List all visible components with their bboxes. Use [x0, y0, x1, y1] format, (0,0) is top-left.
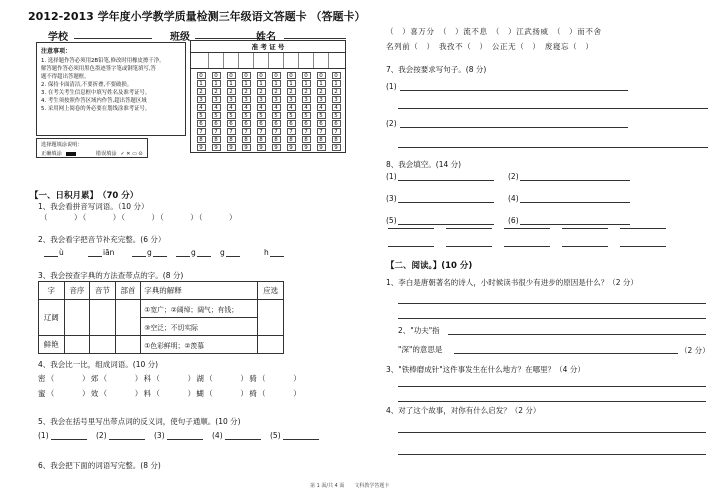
- sentence-line[interactable]: [398, 108, 708, 109]
- fill-line[interactable]: [504, 228, 550, 229]
- digit-bubble[interactable]: 6: [272, 120, 281, 127]
- digit-column: [255, 72, 267, 152]
- digit-column: [195, 72, 207, 152]
- digit-column: [210, 72, 222, 152]
- class-label: 班级: [170, 32, 190, 43]
- digit-bubble[interactable]: 6: [212, 120, 221, 127]
- fill-line[interactable]: [520, 202, 630, 203]
- page-footer: 第 1 面/共 4 面 文科教学答题卡: [310, 483, 390, 489]
- syllable-item: [176, 248, 211, 257]
- table-cell-input[interactable]: [90, 336, 116, 354]
- digit-bubble[interactable]: 7: [272, 128, 281, 135]
- name-field[interactable]: [284, 38, 346, 39]
- syllable-item: [132, 248, 167, 257]
- q2-label: 2、我会看字把音节补充完整。(6 分）: [38, 235, 166, 244]
- reading-q2b: "深"的意思是: [398, 345, 443, 354]
- digit-bubble[interactable]: 2: [197, 88, 206, 95]
- digit-bubble[interactable]: 4: [332, 104, 341, 111]
- digit-bubble[interactable]: 7: [257, 128, 266, 135]
- digit-bubble[interactable]: 6: [197, 120, 206, 127]
- digit-bubble[interactable]: 3: [212, 96, 221, 103]
- fill-line[interactable]: [388, 246, 434, 247]
- syllable-blank[interactable]: [153, 256, 167, 257]
- digit-bubble[interactable]: 2: [242, 88, 251, 95]
- fill-line[interactable]: [398, 180, 494, 181]
- digit-bubble[interactable]: 4: [302, 104, 311, 111]
- digit-bubble[interactable]: 4: [197, 104, 206, 111]
- syllable-blank[interactable]: [226, 256, 240, 257]
- reading-q1-line1[interactable]: [398, 303, 706, 304]
- q4-row1[interactable]: 密（ ）郊（ ）科（ ）湖（ ）骑（ ）: [38, 374, 302, 383]
- q5-answers: [38, 431, 338, 443]
- notice-line: 2. 保持卡面清洁,不要折叠,不要破损。: [41, 82, 133, 88]
- digit-bubble[interactable]: 0: [197, 72, 206, 79]
- syllable-blank[interactable]: [88, 256, 102, 257]
- table-row: [39, 336, 284, 354]
- notice-line: 5. 采用网上阅卷的务必要在划线涂准考证号。: [41, 106, 151, 112]
- grid-divider: [328, 53, 329, 68]
- digit-bubble[interactable]: 3: [272, 96, 281, 103]
- syllable-text: g: [191, 248, 196, 257]
- school-label: 学校: [48, 32, 68, 43]
- section2-title: 【二、阅读。】(10 分): [386, 261, 473, 271]
- digit-bubble[interactable]: 6: [242, 120, 251, 127]
- digit-bubble[interactable]: 8: [302, 136, 311, 143]
- page-title: 2012-2013 学年度小学教学质量检测三年级语文答题卡 （答题卡）: [28, 10, 366, 23]
- digit-bubble[interactable]: 0: [332, 72, 341, 79]
- table-cell-word: 辽阔: [39, 300, 65, 336]
- digit-bubble[interactable]: 8: [212, 136, 221, 143]
- digit-bubble[interactable]: 5: [272, 112, 281, 119]
- reading-q3: 3、"铁棒磨成针"这件事发生在什么地方？在哪里？（4 分）: [386, 365, 585, 374]
- table-cell-input[interactable]: [258, 336, 284, 354]
- fill-line[interactable]: [388, 228, 434, 229]
- idioms-row1[interactable]: （ ）喜万分 （ ）流不息 （ ）江武扬威 （ ）而不舍: [386, 27, 602, 36]
- digit-bubble[interactable]: 2: [317, 88, 326, 95]
- q1-label: 1、我会看拼音写词语。（10 分）: [38, 202, 149, 211]
- digit-bubble[interactable]: 1: [227, 80, 236, 87]
- fill-line[interactable]: [562, 228, 608, 229]
- digit-bubble[interactable]: 7: [227, 128, 236, 135]
- q1-brackets[interactable]: （ ）（ ）（ ）（ ）（ ）: [40, 213, 238, 222]
- table-cell-def: ①色彩鲜明；②羡慕: [141, 336, 258, 354]
- digit-bubble[interactable]: 3: [227, 96, 236, 103]
- grid-divider: [238, 53, 239, 68]
- q8-label: 8、我会填空。(14 分): [386, 160, 462, 169]
- digit-bubble[interactable]: 8: [197, 136, 206, 143]
- fill-number: (2): [508, 172, 519, 181]
- answer-item: [270, 431, 319, 440]
- syllable-blank[interactable]: [176, 256, 190, 257]
- fill-wrong-marks: ✓ ✕ ▭ ⊙: [120, 150, 143, 157]
- answer-number: (1): [38, 431, 49, 440]
- digit-bubble[interactable]: 6: [317, 120, 326, 127]
- digit-bubble[interactable]: 4: [257, 104, 266, 111]
- digit-bubble[interactable]: 7: [332, 128, 341, 135]
- syllable-text: h: [264, 248, 269, 257]
- digit-bubble[interactable]: 4: [227, 104, 236, 111]
- fill-line[interactable]: [520, 224, 630, 225]
- fill-line[interactable]: [398, 224, 494, 225]
- answer-number: (2): [96, 431, 107, 440]
- fill-line[interactable]: [562, 246, 608, 247]
- fill-number: (1): [386, 172, 397, 181]
- grid-divider: [268, 53, 269, 68]
- digit-bubble[interactable]: 6: [227, 120, 236, 127]
- answer-blank[interactable]: [109, 439, 145, 440]
- table-cell-def: ③空泛；不切实际: [141, 318, 258, 336]
- digit-bubble[interactable]: 1: [287, 80, 296, 87]
- digit-bubble[interactable]: 1: [317, 80, 326, 87]
- syllable-blank[interactable]: [132, 256, 146, 257]
- sentence-number: (1): [386, 82, 397, 91]
- answer-item: [96, 431, 145, 440]
- digit-bubble[interactable]: 1: [332, 80, 341, 87]
- table-header-cell: 字典的解释: [141, 282, 258, 300]
- digit-bubble[interactable]: 3: [197, 96, 206, 103]
- syllable-text: ù: [59, 248, 64, 257]
- reading-q4-line1[interactable]: [398, 432, 706, 433]
- answer-item: [212, 431, 261, 440]
- syllable-item: [264, 248, 284, 257]
- syllable-blank[interactable]: [197, 256, 211, 257]
- digit-bubble[interactable]: 7: [317, 128, 326, 135]
- digit-bubble[interactable]: 9: [242, 144, 251, 151]
- digit-bubble[interactable]: 2: [257, 88, 266, 95]
- notice-lines: [41, 57, 181, 113]
- notice-line: 题不得超出答题框。: [41, 74, 90, 80]
- syllable-blank[interactable]: [44, 256, 58, 257]
- grid-divider: [283, 53, 284, 68]
- table-cell-def: ①宽广；②阔绰；阔气；有钱；: [141, 300, 258, 318]
- q7-label: 7、我会按要求写句子。(8 分): [386, 65, 487, 74]
- answer-item: [154, 431, 203, 440]
- fill-correct-label: 正确填涂: [41, 151, 62, 157]
- syllable-item: [44, 248, 64, 257]
- table-cell-word: 鲜艳: [39, 336, 65, 354]
- fill-line[interactable]: [446, 246, 492, 247]
- syllable-item: [88, 248, 114, 257]
- notice-line: 4. 考生须按照作答区域内作答,超出答题区域: [41, 98, 147, 104]
- answer-number: (3): [154, 431, 165, 440]
- digit-bubble[interactable]: 6: [287, 120, 296, 127]
- reading-q1-line2[interactable]: [398, 318, 706, 319]
- school-field[interactable]: [74, 38, 152, 39]
- dictionary-table: [38, 281, 284, 354]
- digit-bubble[interactable]: 2: [302, 88, 311, 95]
- digit-bubble[interactable]: 9: [227, 144, 236, 151]
- fill-line[interactable]: [504, 246, 550, 247]
- answer-item: [38, 431, 87, 440]
- sentence-line[interactable]: [400, 127, 628, 128]
- q5-label: 5、我会在括号里写出带点词的反义词，使句子通顺。(10 分): [38, 417, 241, 426]
- digit-bubble[interactable]: 9: [302, 144, 311, 151]
- reading-q2b-line[interactable]: [454, 353, 678, 354]
- digit-bubble[interactable]: 0: [287, 72, 296, 79]
- sentence-number: (2): [386, 119, 397, 128]
- fill-number: (3): [386, 194, 397, 203]
- syllable-item: [220, 248, 240, 257]
- fill-line[interactable]: [398, 202, 494, 203]
- digit-column: [285, 72, 297, 152]
- grid-divider: [313, 53, 314, 68]
- digit-bubble[interactable]: 6: [332, 120, 341, 127]
- table-header-cell: 部首: [115, 282, 141, 300]
- table-cell-input[interactable]: [115, 300, 141, 336]
- q6-label: 6、我会把下面的词语写完整。(8 分): [38, 461, 161, 470]
- table-header-cell: 音节: [90, 282, 116, 300]
- answer-blank[interactable]: [51, 439, 87, 440]
- idioms-row2[interactable]: 名列前（ ） 我孜不（ ） 公正无（ ） 废寝忘（ ）: [386, 42, 594, 51]
- digit-bubble[interactable]: 2: [287, 88, 296, 95]
- digit-bubble[interactable]: 9: [212, 144, 221, 151]
- digit-bubble[interactable]: 9: [332, 144, 341, 151]
- reading-q2-score: （2 分）: [680, 346, 710, 355]
- digit-bubble[interactable]: 7: [242, 128, 251, 135]
- notice-box: [36, 42, 186, 136]
- digit-bubble[interactable]: 4: [287, 104, 296, 111]
- digit-bubble[interactable]: 5: [242, 112, 251, 119]
- digit-bubble[interactable]: 4: [272, 104, 281, 111]
- section1-title: 【一、日积月累】 （70 分）: [30, 191, 139, 201]
- fill-number: (5): [386, 216, 397, 225]
- digit-bubble[interactable]: 8: [272, 136, 281, 143]
- digit-column: [330, 72, 342, 152]
- digit-bubble[interactable]: 0: [257, 72, 266, 79]
- digit-bubble[interactable]: 5: [212, 112, 221, 119]
- exam-number-write-row[interactable]: [191, 53, 345, 69]
- digit-bubble[interactable]: 0: [227, 72, 236, 79]
- digit-bubble[interactable]: 8: [287, 136, 296, 143]
- exam-number-bubbles[interactable]: [191, 69, 345, 151]
- digit-bubble[interactable]: 3: [257, 96, 266, 103]
- digit-bubble[interactable]: 5: [227, 112, 236, 119]
- fill-number: (6): [508, 216, 519, 225]
- digit-bubble[interactable]: 0: [317, 72, 326, 79]
- digit-bubble[interactable]: 9: [257, 144, 266, 151]
- grid-divider: [298, 53, 299, 68]
- digit-bubble[interactable]: 9: [272, 144, 281, 151]
- grid-divider: [253, 53, 254, 68]
- digit-bubble[interactable]: 5: [257, 112, 266, 119]
- digit-bubble[interactable]: 0: [272, 72, 281, 79]
- table-cell-input[interactable]: [90, 300, 116, 336]
- fill-wrong-label: 错误填涂: [95, 151, 117, 157]
- exam-number-grid: [190, 40, 346, 153]
- sentence-line[interactable]: [398, 147, 708, 148]
- digit-bubble[interactable]: 7: [212, 128, 221, 135]
- digit-bubble[interactable]: 5: [287, 112, 296, 119]
- grid-divider: [223, 53, 224, 68]
- table-cell-input[interactable]: [115, 336, 141, 354]
- q2-syllables: [44, 248, 304, 260]
- digit-column: [300, 72, 312, 152]
- reading-q3-line1[interactable]: [398, 386, 706, 387]
- digit-bubble[interactable]: 8: [227, 136, 236, 143]
- fill-line[interactable]: [620, 246, 666, 247]
- syllable-text: g: [147, 248, 152, 257]
- digit-bubble[interactable]: 0: [212, 72, 221, 79]
- digit-bubble[interactable]: 0: [242, 72, 251, 79]
- digit-bubble[interactable]: 9: [317, 144, 326, 151]
- reading-q2a: 2、"功夫"指: [398, 326, 440, 335]
- digit-column: [225, 72, 237, 152]
- digit-bubble[interactable]: 4: [242, 104, 251, 111]
- digit-column: [270, 72, 282, 152]
- digit-bubble[interactable]: 8: [242, 136, 251, 143]
- digit-bubble[interactable]: 2: [272, 88, 281, 95]
- digit-bubble[interactable]: 4: [317, 104, 326, 111]
- digit-bubble[interactable]: 5: [197, 112, 206, 119]
- table-cell-input[interactable]: [64, 336, 90, 354]
- notice-title: 注意事项：: [41, 48, 72, 55]
- fill-line[interactable]: [446, 228, 492, 229]
- digit-bubble[interactable]: 3: [302, 96, 311, 103]
- digit-bubble[interactable]: 7: [302, 128, 311, 135]
- digit-bubble[interactable]: 3: [242, 96, 251, 103]
- reading-q4-line2[interactable]: [398, 454, 706, 455]
- fill-number: (4): [508, 194, 519, 203]
- digit-bubble[interactable]: 2: [227, 88, 236, 95]
- class-field[interactable]: [195, 38, 265, 39]
- q4-label: 4、我会比一比，组成词语。(10 分): [38, 360, 159, 369]
- digit-bubble[interactable]: 5: [317, 112, 326, 119]
- fill-correct-mark: [66, 152, 76, 156]
- digit-bubble[interactable]: 1: [242, 80, 251, 87]
- q4-row2[interactable]: 蜜（ ）效（ ）料（ ）蝴（ ）椅（ ）: [38, 389, 302, 398]
- answer-blank[interactable]: [167, 439, 203, 440]
- digit-bubble[interactable]: 7: [197, 128, 206, 135]
- digit-bubble[interactable]: 1: [197, 80, 206, 87]
- digit-bubble[interactable]: 8: [257, 136, 266, 143]
- q3-label: 3、我会按查字典的方法查带点的字。(8 分): [38, 271, 184, 280]
- answer-blank[interactable]: [225, 439, 261, 440]
- grid-divider: [208, 53, 209, 68]
- digit-bubble[interactable]: 5: [302, 112, 311, 119]
- answer-number: (5): [270, 431, 281, 440]
- table-header-cell: 应选: [258, 282, 284, 300]
- digit-bubble[interactable]: 7: [287, 128, 296, 135]
- exam-number-label: 准 考 证 号: [191, 41, 345, 53]
- digit-bubble[interactable]: 3: [317, 96, 326, 103]
- fill-line[interactable]: [620, 228, 666, 229]
- digit-bubble[interactable]: 2: [332, 88, 341, 95]
- notice-line: 1. 选择题作答必须用2B铅笔,修改时用橡皮擦干净。: [41, 58, 165, 64]
- name-label: 姓名: [256, 32, 276, 43]
- table-row: [39, 300, 284, 318]
- syllable-text: g: [220, 248, 225, 257]
- notice-line: 3. 在考关考生信息框中填写姓名及准考证号。: [41, 90, 151, 96]
- digit-bubble[interactable]: 0: [302, 72, 311, 79]
- digit-bubble[interactable]: 1: [302, 80, 311, 87]
- table-cell-input[interactable]: [64, 300, 90, 336]
- digit-bubble[interactable]: 9: [287, 144, 296, 151]
- sentence-line[interactable]: [400, 90, 628, 91]
- digit-bubble[interactable]: 1: [212, 80, 221, 87]
- digit-bubble[interactable]: 1: [257, 80, 266, 87]
- digit-bubble[interactable]: 1: [272, 80, 281, 87]
- table-header-row: [39, 282, 284, 300]
- digit-bubble[interactable]: 9: [197, 144, 206, 151]
- fill-sample-box: [36, 138, 148, 158]
- table-header-cell: 音序: [64, 282, 90, 300]
- reading-q1: 1、李白是唐朝著名的诗人，小时候读书很少有进步的原因是什么？（2 分）: [386, 278, 638, 287]
- digit-bubble[interactable]: 5: [332, 112, 341, 119]
- fill-line[interactable]: [520, 180, 630, 181]
- digit-bubble[interactable]: 6: [257, 120, 266, 127]
- notice-line: 解答题作答必须用黑色墨迹签字笔或钢笔填写,答: [41, 66, 156, 72]
- reading-q3-line2[interactable]: [398, 401, 706, 402]
- digit-bubble[interactable]: 8: [332, 136, 341, 143]
- digit-bubble[interactable]: 3: [332, 96, 341, 103]
- digit-bubble[interactable]: 3: [287, 96, 296, 103]
- digit-bubble[interactable]: 6: [302, 120, 311, 127]
- answer-blank[interactable]: [283, 439, 319, 440]
- reading-q2a-line[interactable]: [448, 334, 706, 335]
- table-cell-input[interactable]: [258, 300, 284, 336]
- table-header-cell: 字: [39, 282, 65, 300]
- digit-column: [315, 72, 327, 152]
- digit-bubble[interactable]: 2: [212, 88, 221, 95]
- digit-bubble[interactable]: 4: [212, 104, 221, 111]
- digit-column: [240, 72, 252, 152]
- reading-q4: 4、对了这个故事，对你有什么启发？（2 分）: [386, 406, 541, 415]
- syllable-text: iān: [103, 248, 115, 257]
- fill-sample-label: 选择题填涂说明：: [41, 142, 83, 148]
- answer-number: (4): [212, 431, 223, 440]
- digit-bubble[interactable]: 8: [317, 136, 326, 143]
- syllable-blank[interactable]: [270, 256, 284, 257]
